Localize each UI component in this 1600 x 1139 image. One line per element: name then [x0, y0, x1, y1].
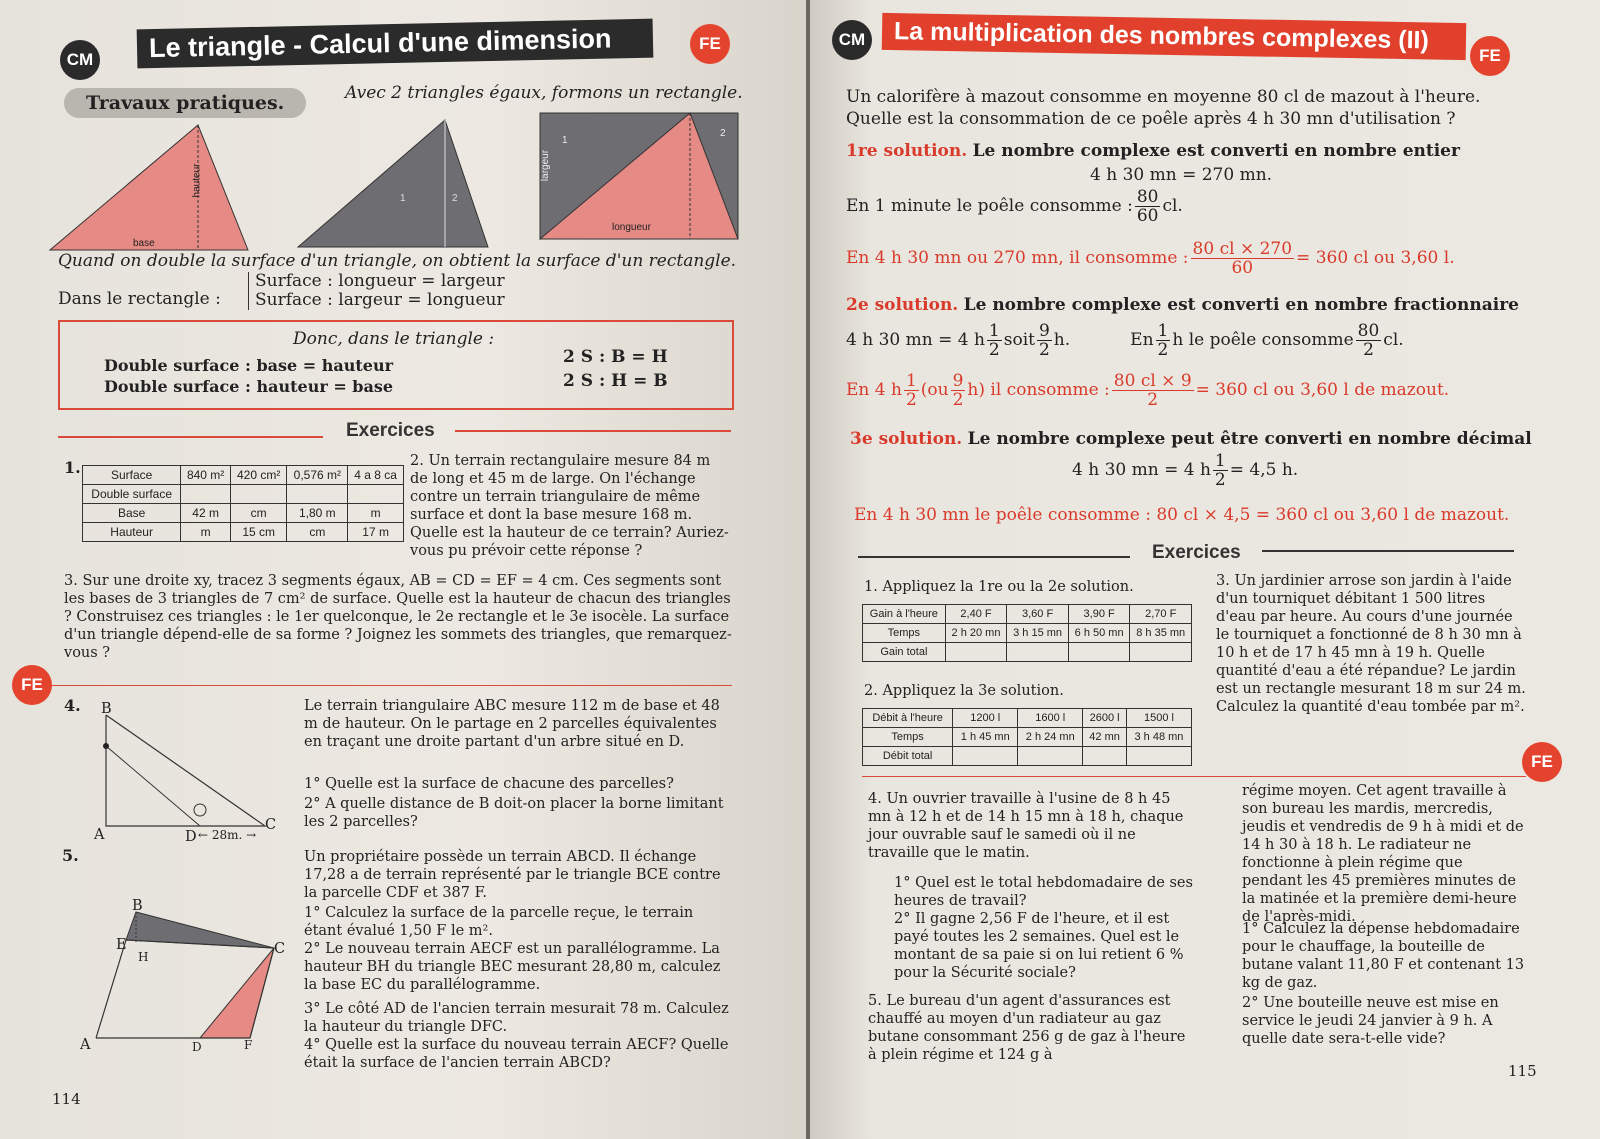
table-cell: 1200 l: [953, 709, 1018, 728]
label-1: 1: [400, 193, 406, 204]
table-cell: Temps: [863, 728, 953, 747]
sol2-ou: (ou: [920, 380, 949, 400]
ex4-num: 4.: [64, 696, 81, 715]
table-row: [83, 504, 404, 523]
sol1-line2-result: = 360 cl ou 3,60 l.: [1296, 248, 1455, 268]
tp-intro: Avec 2 triangles égaux, formons un rectangle.: [345, 83, 743, 103]
table-cell: 42 mn: [1083, 728, 1127, 747]
sol2-conv-text: 4 h 30 mn = 4 h: [846, 330, 985, 350]
label-hauteur: hauteur: [191, 163, 203, 198]
fraction: [1213, 452, 1228, 489]
table-cell: Gain total: [863, 643, 946, 662]
ex5-q2: 2° Le nouveau terrain AECF est un parallélogramme. La hauteur BH du triangle BEC mesurant 28,80 m, calculez la base EC du parallélogramme.: [304, 941, 721, 993]
fig4-A: A: [94, 827, 105, 843]
denominator: 2: [905, 390, 917, 410]
fig4-C: C: [265, 817, 277, 833]
table-cell: 42 m: [181, 504, 231, 523]
numerator: 9: [952, 371, 964, 391]
table-cell: [1083, 747, 1127, 766]
table-cell: 2 h 20 mn: [945, 624, 1007, 643]
fraction: [1112, 372, 1194, 409]
triangle-cdf: [200, 948, 274, 1038]
sol2-le-poele: h le poêle consomme: [1172, 330, 1354, 350]
table-cell: 4 a 8 ca: [348, 466, 404, 485]
ex2-text: 2. Un terrain rectangulaire mesure 84 m de long et 45 m de large. On l'échange contre un terrain triangulaire de même surface et dont la base mesure 168 m. Quelle est la hauteur de ce terrain? Auriez-vous pu prévoir cette réponse ?: [410, 453, 729, 559]
sol1-conversion: 4 h 30 mn = 270 mn.: [1090, 165, 1273, 185]
dividing-line: [106, 746, 200, 826]
section-line-left: [58, 436, 323, 438]
ex3-text-right: 3. Un jardinier arrose son jardin à l'aide d'un tourniquet débitant 1 500 litres d'eau par heure. Au cours d'une journée le tourniquet a fonctionné de 8 h 30 mn à 10 h et de 17 h 45 mn à 19 h. Quelle quantité d'eau a été répandue? Le jardin est un rectangle mesurant 18 m sur 24 m. Calculez la quantité d'eau tombée par m².: [1216, 573, 1526, 715]
numerator: 1: [1157, 321, 1169, 341]
fig5-F: F: [244, 1038, 253, 1052]
table-cell: 3 h 15 mn: [1007, 624, 1069, 643]
table-cell: 1 h 45 mn: [953, 728, 1018, 747]
cm-badge-right: CM: [832, 20, 872, 60]
numerator: 80 cl × 270: [1192, 239, 1293, 259]
ex4-figure: [90, 700, 280, 840]
fraction: [904, 372, 919, 409]
label-largeur: largeur: [540, 149, 552, 182]
sol2-en: En: [1130, 330, 1154, 350]
label-2: 2: [452, 193, 458, 204]
page-number-left: 114: [52, 1090, 81, 1108]
cm-badge: CM: [60, 40, 100, 80]
section-line-left: [858, 556, 1130, 558]
exercices-title-right: Exercices: [1152, 542, 1241, 563]
box-line-2: Double surface : hauteur = base: [104, 377, 394, 396]
sol1-label: 1re solution.: [846, 141, 968, 161]
ex5-figure: [82, 900, 292, 1050]
numerator: 9: [1038, 321, 1050, 341]
rect-line-1: Surface : longueur = largeur: [255, 271, 505, 291]
label-base: base: [133, 238, 155, 249]
sol1-line-2: [846, 240, 1455, 277]
ex5-q1: 1° Calculez la surface de la parcelle reçue, le terrain étant évalué 1,50 F le m².: [304, 905, 694, 939]
fig5-E: E: [116, 937, 127, 953]
fraction: [1156, 322, 1171, 359]
triangle-bce: [126, 912, 274, 948]
box-title: Donc, dans le triangle :: [293, 329, 495, 349]
table-cell: Débit à l'heure: [863, 709, 953, 728]
table-cell: Surface: [83, 466, 181, 485]
fraction: [1191, 240, 1295, 277]
table-cell: [1018, 747, 1083, 766]
table-cell: 1600 l: [1018, 709, 1083, 728]
table-cell: Gain à l'heure: [863, 605, 946, 624]
denominator: 60: [1136, 206, 1159, 226]
page-number-right: 115: [1508, 1062, 1537, 1080]
intro-line-1: Un calorifère à mazout consomme en moyenne 80 cl de mazout à l'heure.: [846, 87, 1481, 107]
sol1-title: Le nombre complexe est converti en nombre entier: [972, 141, 1460, 161]
sol2-result: [846, 372, 1449, 409]
sol3-title: Le nombre complexe peut être converti en nombre décimal: [967, 429, 1532, 449]
fig5-D: D: [192, 1040, 202, 1054]
table-cell: 15 cm: [230, 523, 286, 542]
box-formula-1: 2 S : B = H: [563, 347, 668, 367]
sol2-soit: soit: [1003, 330, 1035, 350]
denominator: 2: [1038, 340, 1050, 360]
ex4-q2: 2° A quelle distance de B doit-on placer la borne limitant les 2 parcelles?: [304, 796, 724, 830]
ex5-continuation: régime moyen. Cet agent travaille à son bureau les mardis, mercredis, jeudis et vendredis de 9 h à midi et de 14 h 30 à 18 h. Le radiateur ne fonctionne à plein régime que pendant les 45 premières minutes de la matinée et la première demi-heure de l'après-midi.: [1242, 783, 1524, 925]
denominator: 2: [1157, 340, 1169, 360]
table-cell: Débit total: [863, 747, 953, 766]
table-cell: 3,90 F: [1068, 605, 1130, 624]
fig5-C: C: [274, 941, 286, 957]
table-cell: Base: [83, 504, 181, 523]
tree-icon: [194, 804, 206, 816]
ex1-num: 1.: [64, 458, 81, 477]
sol1-line-1: [846, 188, 1183, 225]
table-cell: 2,70 F: [1130, 605, 1192, 624]
ex4-text: Le terrain triangulaire ABC mesure 112 m de base et 48 m de hauteur. On le partage en 2 parcelles équivalentes en traçant une droite partant d'un arbre situé en D.: [304, 698, 720, 750]
sol3-label: 3e solution.: [850, 429, 963, 449]
table-cell: 1500 l: [1126, 709, 1191, 728]
table-cell: [230, 485, 286, 504]
fig4-dist: ← 28m. →: [198, 828, 257, 842]
numerator: 1: [1214, 451, 1226, 471]
table-cell: [1130, 643, 1192, 662]
intro-line-2: Quelle est la consommation de ce poêle après 4 h 30 mn d'utilisation ?: [846, 109, 1456, 129]
ex2-table-right: [862, 708, 1192, 766]
table-cell: [348, 485, 404, 504]
fig4-D: D: [185, 829, 197, 845]
table-cell: 8 h 35 mn: [1130, 624, 1192, 643]
numerator: 80: [1136, 187, 1159, 207]
pink-triangle: [50, 125, 248, 250]
table-cell: 3 h 48 mn: [1126, 728, 1191, 747]
numerator: 80: [1357, 321, 1380, 341]
sol3-conv-text: 4 h 30 mn = 4 h: [1072, 460, 1211, 480]
table-cell: 840 m²: [181, 466, 231, 485]
tp-label: Travaux pratiques.: [64, 88, 306, 118]
ex5-q2-right: 2° Une bouteille neuve est mise en service le jeudi 24 janvier à 9 h. A quelle date sera-t-elle vide?: [1242, 995, 1499, 1047]
table-cell: Double surface: [83, 485, 181, 504]
sol2-heading: [846, 296, 1519, 315]
fe-badge-mid-right: FE: [1522, 742, 1562, 782]
table-row: [863, 643, 1192, 662]
sol3-result: En 4 h 30 mn le poêle consomme : 80 cl × 4,5 = 360 cl ou 3,60 l de mazout.: [854, 505, 1510, 525]
table-cell: Hauteur: [83, 523, 181, 542]
ex2-title: 2. Appliquez la 3e solution.: [864, 683, 1064, 699]
page-title-right: La multiplication des nombres complexes (II): [882, 13, 1467, 60]
numerator: 1: [905, 371, 917, 391]
ex4-q1-right: 1° Quel est le total hebdomadaire de ses heures de travail?: [894, 875, 1193, 909]
numerator: 1: [988, 321, 1000, 341]
ex5-q4: 4° Quelle est la surface du nouveau terrain AECF? Quelle était la surface de l'ancien terrain ABCD?: [304, 1037, 729, 1071]
table-cell: 2,40 F: [945, 605, 1007, 624]
table-row: [83, 485, 404, 504]
fig4-B: B: [101, 701, 112, 717]
table-row: [863, 728, 1192, 747]
separator-line: [52, 685, 732, 686]
ex1-table: [82, 465, 404, 542]
fe-badge-mid: FE: [12, 665, 52, 705]
page-title: Le triangle - Calcul d'une dimension: [137, 19, 654, 69]
triangles-figure: [40, 105, 760, 255]
right-page: [810, 0, 1600, 1139]
fraction: [1135, 188, 1161, 225]
table-cell: 3,60 F: [1007, 605, 1069, 624]
rect-line-2: Surface : largeur = longueur: [255, 290, 505, 310]
rect-lines: [248, 272, 505, 310]
sol2-label: 2e solution.: [846, 295, 959, 315]
table-row: [863, 709, 1192, 728]
numerator: 80 cl × 9: [1113, 371, 1192, 391]
sol1-heading: [846, 142, 1460, 161]
table-cell: [1007, 643, 1069, 662]
sol3-conversion: [1072, 452, 1298, 489]
table-row: [83, 523, 404, 542]
sol2-h-il: h) il consomme :: [967, 380, 1110, 400]
sol2-result-value: = 360 cl ou 3,60 l de mazout.: [1195, 380, 1450, 400]
sol1-line2-text: En 4 h 30 mn ou 270 mn, il consomme :: [846, 248, 1189, 268]
ex5-q3: 3° Le côté AD de l'ancien terrain mesurait 78 m. Calculez la hauteur du triangle DFC.: [304, 1001, 729, 1035]
ex3-text: 3. Sur une droite xy, tracez 3 segments égaux, AB = CD = EF = 4 cm. Ces segments sont les bases de 3 triangles de 7 cm² de surface. Quelle est la hauteur de chacun des triangles ? Construisez ces triangles : le 1er quelconque, le 2e rectangle et le 3e isocèle. La surface d'un triangle dépend-elle de sa forme ? Joignez les sommets des triangles, que remarquez-vous ?: [64, 573, 732, 661]
fraction: [1356, 322, 1382, 359]
denominator: 60: [1231, 258, 1254, 278]
ex5-q1-right: 1° Calculez la dépense hebdomadaire pour le chauffage, la bouteille de butane valant 11,80 F et contenant 13 kg de gaz.: [1242, 921, 1525, 991]
table-cell: 2 h 24 mn: [1018, 728, 1083, 747]
triangle-abc: [106, 715, 265, 826]
ex1-title: 1. Appliquez la 1re ou la 2e solution.: [864, 579, 1134, 595]
separator-line-right: [862, 776, 1526, 777]
table-cell: [945, 643, 1007, 662]
ex4-q2-right: 2° Il gagne 2,56 F de l'heure, et il est payé toutes les 2 semaines. Quel est le montant de sa paie si on lui retient 6 % pour la Sécurité sociale?: [894, 911, 1184, 981]
table-row: [83, 466, 404, 485]
sol2-result-text: En 4 h: [846, 380, 902, 400]
table-cell: 1,80 m: [287, 504, 348, 523]
sol3-heading: [850, 430, 1532, 449]
table-cell: [287, 485, 348, 504]
table-cell: 420 cm²: [230, 466, 286, 485]
fig5-H: H: [138, 950, 149, 964]
ex5-num: 5.: [62, 846, 79, 865]
exercices-title: Exercices: [346, 420, 435, 441]
double-sentence: Quand on double la surface d'un triangle, on obtient la surface d'un rectangle.: [58, 251, 737, 271]
box-formula-2: 2 S : H = B: [563, 371, 668, 391]
fe-badge-right: FE: [1470, 36, 1510, 76]
section-line-right: [1262, 550, 1514, 552]
label-r2: 2: [720, 128, 726, 139]
ex1-table-right: [862, 604, 1192, 662]
table-row: [863, 747, 1192, 766]
fraction: [1037, 322, 1052, 359]
fig5-B: B: [132, 898, 143, 914]
denominator: 2: [988, 340, 1000, 360]
table-cell: [1126, 747, 1191, 766]
table-cell: 2600 l: [1083, 709, 1127, 728]
table-cell: [953, 747, 1018, 766]
ex4-text-right: 4. Un ouvrier travaille à l'usine de 8 h 45 mn à 12 h et de 14 h 15 mn à 18 h, chaque jour ouvrable sauf le samedi où il ne travaille que le matin.: [868, 791, 1184, 861]
label-longueur: longueur: [612, 222, 651, 233]
table-cell: cm: [287, 523, 348, 542]
fraction: [987, 322, 1002, 359]
sol1-line1-text: En 1 minute le poêle consomme :: [846, 196, 1133, 216]
fe-badge: FE: [690, 24, 730, 64]
borne-point: [103, 743, 109, 749]
sol2-cl: cl.: [1383, 330, 1404, 350]
denominator: 2: [1147, 390, 1159, 410]
denominator: 2: [1214, 470, 1226, 490]
table-cell: 0,576 m²: [287, 466, 348, 485]
sol2-conversion: [846, 322, 1404, 359]
denominator: 2: [1363, 340, 1374, 360]
sol1-line1-unit: cl.: [1162, 196, 1183, 216]
table-cell: 6 h 50 mn: [1068, 624, 1130, 643]
table-cell: m: [348, 504, 404, 523]
box-line-1: Double surface : base = hauteur: [104, 356, 394, 375]
label-r1: 1: [562, 135, 568, 146]
rect-intro: Dans le rectangle :: [58, 289, 221, 309]
section-line-right: [455, 430, 731, 432]
table-cell: cm: [230, 504, 286, 523]
table-cell: m: [181, 523, 231, 542]
table-row: [863, 605, 1192, 624]
table-cell: [181, 485, 231, 504]
ex4-q1: 1° Quelle est la surface de chacune des parcelles?: [304, 776, 674, 792]
table-cell: Temps: [863, 624, 946, 643]
table-row: [863, 624, 1192, 643]
sol3-conv-value: = 4,5 h.: [1229, 460, 1299, 480]
fig5-A: A: [80, 1037, 91, 1053]
ex5-text-right: 5. Le bureau d'un agent d'assurances est chauffé au moyen d'un radiateur au gaz butane consommant 256 g de gaz à l'heure à plein régime et 124 g à: [868, 993, 1186, 1063]
sol2-title: Le nombre complexe est converti en nombre fractionnaire: [963, 295, 1519, 315]
ex5-text: Un propriétaire possède un terrain ABCD. Il échange 17,28 a de terrain représenté par le triangle BCE contre la parcelle CDF et 387 F.: [304, 849, 721, 901]
table-cell: 17 m: [348, 523, 404, 542]
sol2-h: h.: [1053, 330, 1071, 350]
fraction: [951, 372, 966, 409]
denominator: 2: [952, 390, 964, 410]
gray-triangle: [298, 120, 488, 247]
table-cell: [1068, 643, 1130, 662]
